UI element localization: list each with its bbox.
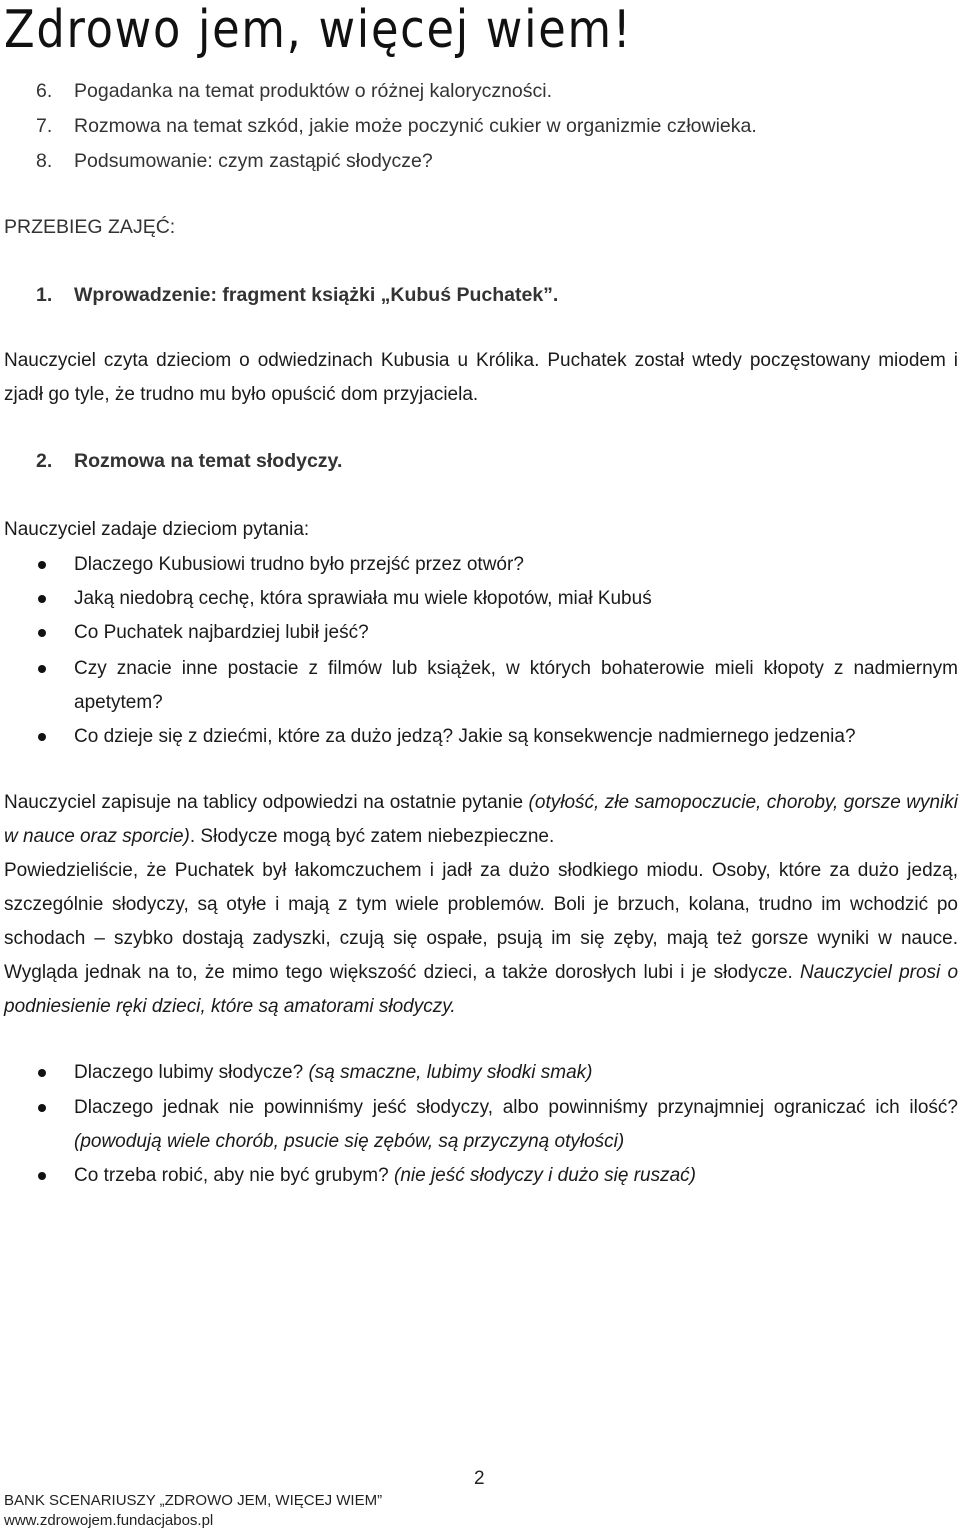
step1-paragraph: Nauczyciel czyta dzieciom o odwiedzinach Kubusia u Królika. Puchatek został wtedy poczęstowany miodem i zjadł go tyle, że trudno mu było opuścić dom przyjaciela. xyxy=(4,350,958,405)
paragraph-text: Powiedzieliście, że Puchatek był łakomczuchem i jadł za dużo słodkiego miodu. Osoby, które za dużo jedzą, szczególnie słodyczy, są otyłe i mają z tym wiele problemów. Boli je brzuch, kolana, trudno im wchodzić po schodach – szybko dostają zadyszki, czują się ospałe, psują im się zęby, mają też gorsze wyniki w nauce. Wygląda jednak na to, że mimo tego większość dzieci, a także dorosłych lubi i je słodycze. xyxy=(4,860,958,983)
step-number: 1. xyxy=(36,284,53,306)
footer-website: www.zdrowojem.fundacjabos.pl xyxy=(4,1512,214,1529)
board-text: Nauczyciel zapisuje na tablicy odpowiedzi na ostatnie pytanie xyxy=(4,792,529,813)
list-item xyxy=(0,720,958,754)
list-number: 8. xyxy=(36,150,53,172)
question-text: Dlaczego Kubusiowi trudno było przejść przez otwór? xyxy=(74,554,524,575)
bullet-icon xyxy=(38,1104,46,1112)
footer-title: BANK SCENARIUSZY „ZDROWO JEM, WIĘCEJ WIEM” xyxy=(4,1492,383,1509)
list-item xyxy=(0,1091,958,1159)
list-item xyxy=(0,1056,958,1090)
list-text: Podsumowanie: czym zastąpić słodycze? xyxy=(74,150,433,172)
bullet-icon xyxy=(38,733,46,741)
list-item xyxy=(0,1159,958,1193)
list-number: 6. xyxy=(36,80,53,102)
bullet-icon xyxy=(38,629,46,637)
list-item xyxy=(0,548,958,582)
step-number: 2. xyxy=(36,450,53,472)
paragraph-instruction: Nauczyciel prosi o podniesienie ręki dzieci, które są amatorami słodyczy. xyxy=(4,962,959,1017)
question-text: Co dzieje się z dziećmi, które za dużo jedzą? Jakie są konsekwencje nadmiernego jedzenia? xyxy=(74,726,856,747)
list-item xyxy=(0,652,958,720)
bullet-icon xyxy=(38,665,46,673)
page-number: 2 xyxy=(474,1468,485,1489)
section-heading: PRZEBIEG ZAJĘĆ: xyxy=(4,216,176,238)
question: Co trzeba robić, aby nie być grubym? xyxy=(74,1165,394,1186)
long-paragraph xyxy=(4,854,958,1024)
answer: (są smaczne, lubimy słodki smak) xyxy=(308,1062,593,1083)
logo: Zdrowo jem, więcej wiem! xyxy=(4,0,633,60)
list-item xyxy=(0,582,958,616)
answer: (powodują wiele chorób, psucie się zębów, są przyczyną otyłości) xyxy=(74,1131,625,1152)
list-item xyxy=(0,616,958,650)
board-conclusion: . Słodycze mogą być zatem niebezpieczne. xyxy=(189,826,555,847)
board-paragraph xyxy=(4,786,958,854)
question: Dlaczego lubimy słodycze? xyxy=(74,1062,309,1083)
board-answers: (otyłość, złe samopoczucie, choroby, gorsze wyniki w nauce oraz sporcie) xyxy=(4,792,959,847)
question-text: Czy znacie inne postacie z filmów lub książek, w których bohaterowie mieli kłopoty z nadmiernym apetytem? xyxy=(74,658,958,713)
list-number: 7. xyxy=(36,115,53,137)
bullet-icon xyxy=(38,1172,46,1180)
list-text: Rozmowa na temat szkód, jakie może poczynić cukier w organizmie człowieka. xyxy=(74,115,757,137)
answer: (nie jeść słodyczy i dużo się ruszać) xyxy=(394,1165,696,1186)
questions-intro: Nauczyciel zadaje dzieciom pytania: xyxy=(4,519,310,540)
question-text: Jaką niedobrą cechę, która sprawiała mu wiele kłopotów, miał Kubuś xyxy=(74,588,652,609)
question-text: Co Puchatek najbardziej lubił jeść? xyxy=(74,622,369,643)
bullet-icon xyxy=(38,1069,46,1077)
question-text xyxy=(74,1091,958,1159)
question-text xyxy=(74,1159,958,1193)
question-text xyxy=(74,1056,958,1090)
step-title: Wprowadzenie: fragment książki „Kubuś Puchatek”. xyxy=(74,284,559,306)
bullet-icon xyxy=(38,595,46,603)
bullet-icon xyxy=(38,561,46,569)
question: Dlaczego jednak nie powinniśmy jeść słodyczy, albo powinniśmy przynajmniej ograniczać ich ilość? xyxy=(74,1097,958,1118)
step-title: Rozmowa na temat słodyczy. xyxy=(74,450,343,472)
list-text: Pogadanka na temat produktów o różnej kaloryczności. xyxy=(74,80,553,102)
